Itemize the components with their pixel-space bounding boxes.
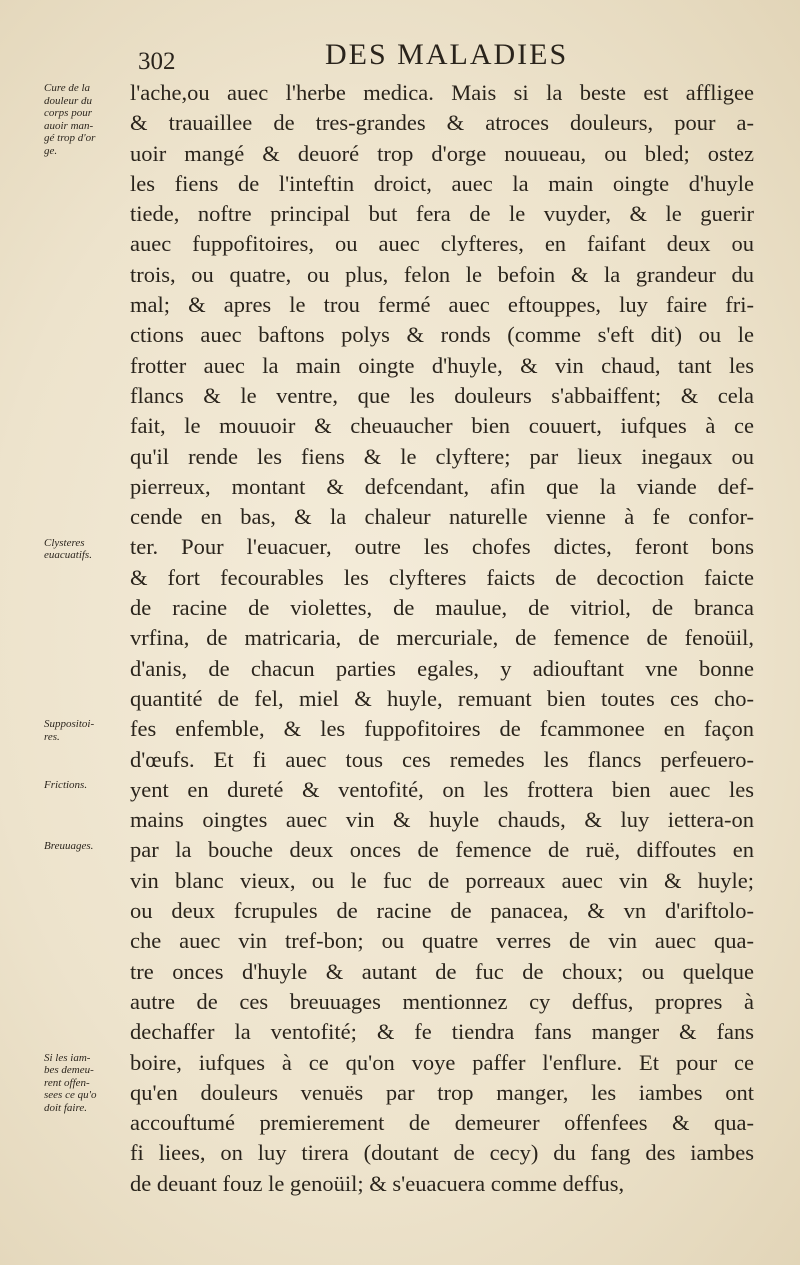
body-line: par la bouche deux onces de femence de ruë, diffoutes en <box>130 837 754 863</box>
body-line: qu'en douleurs venuës par trop manger, les iambes ont <box>130 1079 754 1105</box>
margin-note-line: bes demeu- <box>44 1064 94 1077</box>
body-line: l'ache,ou auec l'herbe medica. Mais si la beste est affligee <box>130 80 754 105</box>
margin-note-line: corps pour <box>44 107 92 119</box>
running-title: DES MALADIES <box>325 38 569 71</box>
page-number: 302 <box>138 48 176 75</box>
body-line: de deuant fouz le genoüil; & s'euacuera comme deffus, <box>130 1170 625 1196</box>
body-line: boire, iufques à ce qu'on voye paffer l'enflure. Et pour ce <box>130 1049 754 1075</box>
body-line: ctions auec baftons polys & ronds (comme s'eft dit) ou le <box>130 322 754 348</box>
margin-note <box>44 718 130 743</box>
body-line: qu'il rende les fiens & le clyftere; par lieux inegaux ou <box>130 443 754 469</box>
body-line: mains oingtes auec vin & huyle chauds, & luy iettera-on <box>130 807 754 833</box>
margin-note-line: Si les iam- <box>44 1051 91 1064</box>
body-line: & fort fecourables les clyfteres faicts de decoction faicte <box>130 564 754 590</box>
body-line: cende en bas, & la chaleur naturelle vienne à fe confor- <box>130 504 754 530</box>
body-line: de racine de violettes, de maulue, de vitriol, de branca <box>130 595 754 621</box>
margin-note-line: douleur du <box>44 94 92 107</box>
body-line: & trauaillee de tres-grandes & atroces douleurs, pour a- <box>130 110 754 136</box>
body-line: yent en dureté & ventofité, on les frottera bien auec les <box>130 776 754 802</box>
body-line: flancs & le ventre, que les douleurs s'abbaiffent; & cela <box>130 382 754 408</box>
body-line: fi liees, on luy tirera (doutant de cecy) du fang des iambes <box>130 1140 754 1166</box>
margin-note <box>44 537 130 562</box>
body-line: quantité de fel, miel & huyle, remuant bien toutes ces cho- <box>130 685 754 711</box>
margin-note-line: Cure de la <box>44 82 91 94</box>
body-line: mal; & apres le trou fermé auec eftouppes, luy faire fri- <box>130 292 754 318</box>
body-line: uoir mangé & deuoré trop d'orge nouueau, ou bled; ostez <box>130 140 754 166</box>
body-line: che auec vin tref-bon; ou quatre verres de vin auec qua- <box>130 928 754 954</box>
margin-note-line: res. <box>44 730 60 743</box>
margin-note-line: Suppositoi- <box>44 718 95 731</box>
margin-note <box>44 779 130 792</box>
body-line: ter. Pour l'euacuer, outre les chofes dictes, feront bons <box>130 534 754 560</box>
body-line: trois, ou quatre, ou plus, felon le befoin & la grandeur du <box>130 261 754 287</box>
body-line: autre de ces breuuages mentionnez cy deffus, propres à <box>130 988 754 1014</box>
margin-note <box>44 840 130 853</box>
body-line: pierreux, montant & defcendant, afin que la viande def- <box>130 473 754 499</box>
body-line: accouftumé premierement de demeurer offenfees & qua- <box>130 1110 754 1136</box>
body-line: vin blanc vieux, ou le fuc de porreaux auec vin & huyle; <box>130 867 754 893</box>
running-head <box>0 36 800 76</box>
margin-note-line: auoir man- <box>44 119 94 132</box>
body-line: les fiens de l'inteftin droict, auec la main oingte d'huyle <box>130 170 754 196</box>
body-line: fait, le mouuoir & cheuaucher bien couuert, iufques à ce <box>130 413 754 439</box>
body-line: fes enfemble, & les fuppofitoires de fcammonee en façon <box>130 716 754 742</box>
margin-note-line: Breuuages. <box>44 839 94 852</box>
margin-note-line: ge. <box>44 144 58 157</box>
margin-note-line: rent offen- <box>44 1076 90 1089</box>
margin-note <box>44 82 130 157</box>
margin-note-line: sees ce qu'o <box>44 1089 97 1102</box>
body-line: tiede, noftre principal but fera de le vuyder, & le guerir <box>130 201 754 227</box>
body-line: auec fuppofitoires, ou auec clyfteres, en faifant deux ou <box>130 231 754 257</box>
body-line: d'œufs. Et fi auec tous ces remedes les flancs perfeuero- <box>130 746 754 772</box>
body-line: ou deux fcrupules de racine de panacea, & vn d'ariftolo- <box>130 898 754 924</box>
body-line: tre onces d'huyle & autant de fuc de choux; ou quelque <box>130 958 754 984</box>
body-line: frotter auec la main oingte d'huyle, & vin chaud, tant les <box>130 352 754 378</box>
body-text <box>130 78 754 1199</box>
margin-note <box>44 1052 130 1115</box>
margin-note-line: Frictions. <box>44 778 88 791</box>
margin-note-line: gé trop d'or <box>44 132 96 144</box>
margin-note-line: doit faire. <box>44 1101 87 1114</box>
body-line: dechaffer la ventofité; & fe tiendra fans manger & fans <box>130 1019 754 1045</box>
body-line: vrfina, de matricaria, de mercuriale, de femence de fenoüil, <box>130 625 754 651</box>
margin-note-line: euacuatifs. <box>44 549 92 561</box>
margin-note-line: Clysteres <box>44 536 85 549</box>
body-line: d'anis, de chacun parties egales, y adiouftant vne bonne <box>130 655 754 681</box>
